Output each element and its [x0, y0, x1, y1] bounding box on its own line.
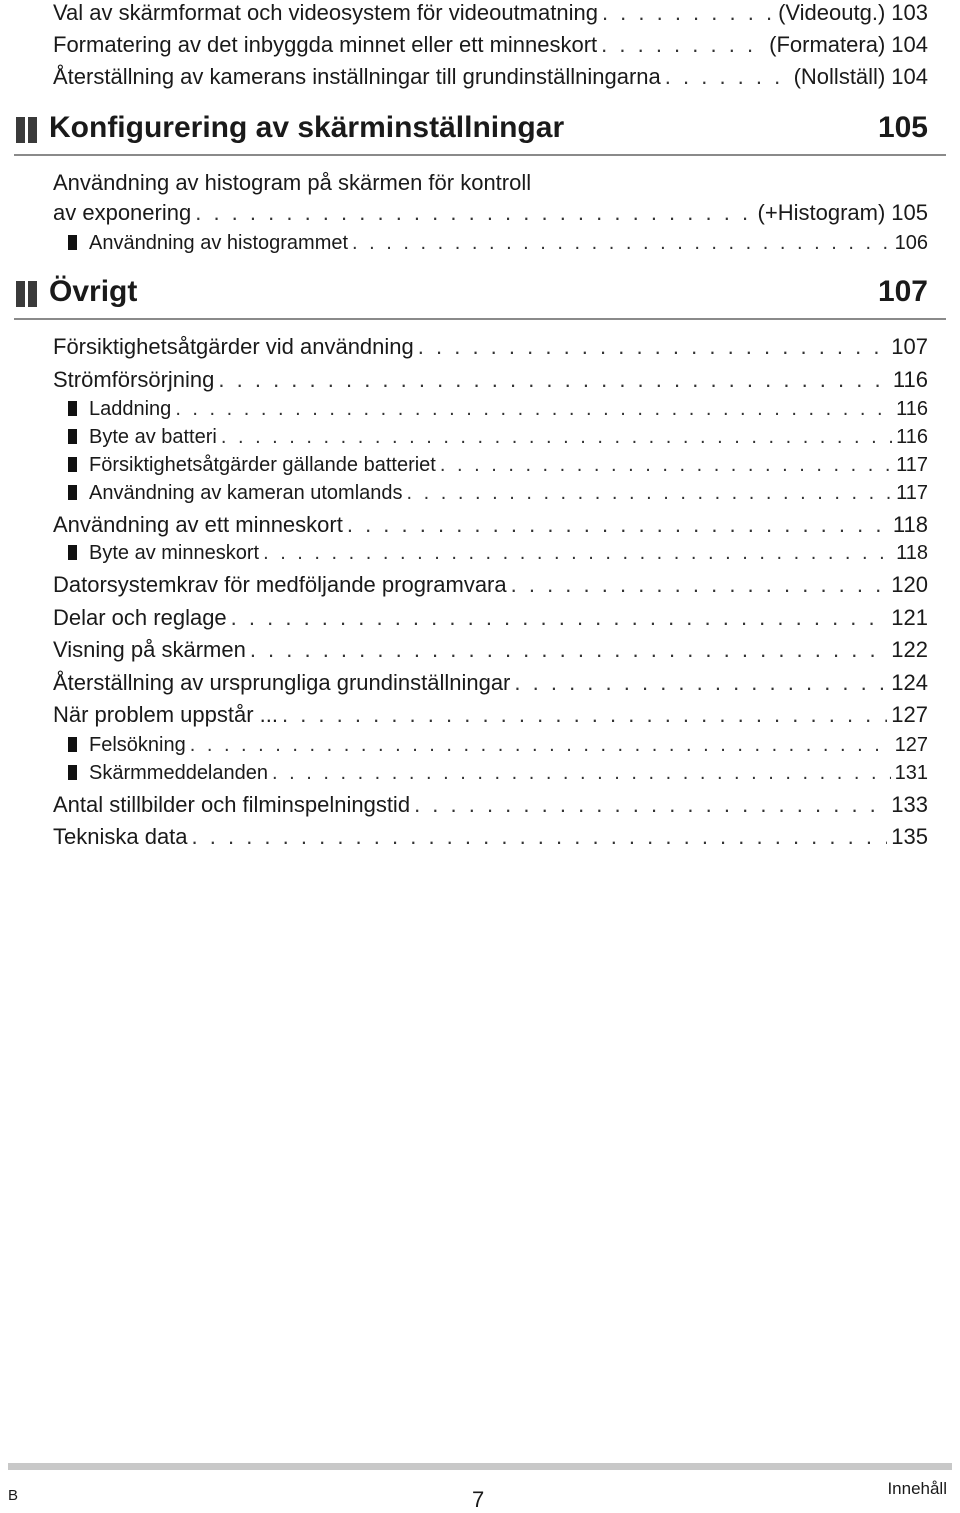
toc-subentry[interactable]	[68, 232, 928, 255]
toc-entry-label: Visning på skärmen	[53, 637, 246, 662]
toc-entry[interactable]	[53, 200, 928, 226]
toc-subentry-label: Felsökning	[89, 734, 186, 756]
bullet-square-icon	[68, 429, 77, 444]
section-title: Konfigurering av skärminställningar	[49, 111, 565, 144]
toc-entry-page: 122	[891, 637, 928, 662]
toc-entry[interactable]	[53, 637, 928, 663]
toc-subentry-page: 127	[894, 734, 928, 756]
toc-entry-label: Antal stillbilder och filminspelningstid	[53, 792, 411, 817]
toc-entry-label-line1: Användning av histogram på skärmen för kontroll	[53, 170, 532, 195]
leader-dots	[514, 670, 887, 696]
section-header-misc[interactable]	[14, 275, 946, 315]
toc-subentry-page: 118	[896, 542, 928, 564]
bullet-square-icon	[68, 545, 77, 560]
toc-entry[interactable]	[53, 670, 928, 696]
toc-entry-label: Försiktighetsåtgärder vid användning	[53, 334, 414, 359]
toc-subentry-label: Byte av minneskort	[89, 542, 260, 564]
leader-dots	[665, 64, 790, 90]
toc-subentry-page: 116	[896, 398, 928, 420]
toc-entry[interactable]	[53, 572, 928, 598]
toc-entry-page: 104	[891, 64, 928, 89]
section-page: 105	[877, 111, 928, 144]
bullet-square-icon	[68, 765, 77, 780]
leader-dots	[192, 824, 888, 850]
leader-dots	[407, 482, 893, 505]
leader-dots	[195, 200, 753, 226]
toc-subentry[interactable]	[68, 762, 928, 785]
toc-entry-menu-name: (Formatera)	[769, 32, 886, 57]
toc-subentry[interactable]	[68, 482, 928, 505]
bullet-square-icon	[68, 485, 77, 500]
toc-entry[interactable]	[53, 0, 928, 26]
toc-entry[interactable]	[53, 334, 928, 360]
toc-subentry-page: 116	[896, 426, 928, 448]
toc-entry-page: 127	[891, 702, 928, 727]
toc-entry-page: 135	[891, 824, 928, 849]
leader-dots	[175, 398, 892, 421]
leader-dots	[218, 367, 889, 393]
toc-entry[interactable]	[53, 605, 928, 631]
toc-entry[interactable]	[53, 824, 928, 850]
leader-dots	[414, 792, 887, 818]
toc-entry-label: Strömförsörjning	[53, 367, 215, 392]
section-marker-icon	[16, 281, 38, 307]
toc-subentry[interactable]	[68, 734, 928, 757]
toc-entry-page: 124	[891, 670, 928, 695]
toc-entry[interactable]	[53, 792, 928, 818]
leader-dots	[602, 0, 774, 26]
bullet-square-icon	[68, 235, 77, 250]
toc-entry-menu-name: (Videoutg.)	[778, 0, 886, 25]
toc-entry-label: Återställning av ursprungliga grundinställningar	[53, 670, 511, 695]
footer-bar	[8, 1463, 952, 1470]
toc-subentry-page: 117	[896, 454, 928, 476]
section-marker-icon	[16, 117, 38, 143]
toc-entry-menu-name: (Nollställ)	[793, 64, 886, 89]
toc-entry-label: Formatering av det inbyggda minnet eller ett minneskort	[53, 32, 598, 57]
leader-dots	[352, 232, 891, 255]
footer-left-mark: B	[8, 1487, 19, 1504]
section-title: Övrigt	[49, 275, 138, 308]
toc-subentry-label: Byte av batteri	[89, 426, 217, 448]
toc-entry-label: Val av skärmformat och videosystem för videoutmatning	[53, 0, 598, 25]
toc-subentry[interactable]	[68, 398, 928, 421]
toc-entry[interactable]	[53, 64, 928, 90]
toc-entry-page: 116	[892, 367, 928, 392]
leader-dots	[250, 637, 887, 663]
bullet-square-icon	[68, 457, 77, 472]
toc-entry[interactable]	[53, 32, 928, 58]
toc-subentry-label: Skärmmeddelanden	[89, 762, 268, 784]
page-number: 7	[472, 1487, 485, 1512]
toc-entry-label: När problem uppstår ...	[53, 702, 278, 727]
toc-entry[interactable]	[53, 367, 928, 393]
toc-subentry-label: Användning av kameran utomlands	[89, 482, 403, 504]
toc-entry-page: 120	[891, 572, 928, 597]
section-divider	[14, 154, 946, 156]
toc-entry[interactable]	[53, 702, 928, 728]
toc-subentry[interactable]	[68, 454, 928, 477]
toc-entry-page: 105	[891, 200, 928, 225]
toc-entry-page: 133	[891, 792, 928, 817]
leader-dots	[601, 32, 765, 58]
bullet-square-icon	[68, 737, 77, 752]
toc-subentry-label: Försiktighetsåtgärder gällande batteriet	[89, 454, 436, 476]
toc-entry-label: Återställning av kamerans inställningar till grundinställningarna	[53, 64, 661, 89]
leader-dots	[511, 572, 888, 598]
leader-dots	[272, 762, 891, 785]
leader-dots	[418, 334, 888, 360]
toc-subentry-page: 117	[896, 482, 928, 504]
section-header-display-settings[interactable]	[14, 111, 946, 151]
leader-dots	[263, 542, 892, 565]
toc-entry-label: av exponering	[53, 200, 192, 225]
toc-entry[interactable]	[53, 512, 928, 538]
toc-subentry[interactable]	[68, 426, 928, 449]
toc-entry-menu-name: (+Histogram)	[757, 200, 886, 225]
toc-entry-label: Delar och reglage	[53, 605, 227, 630]
leader-dots	[221, 426, 892, 449]
leader-dots	[347, 512, 889, 538]
section-page: 107	[877, 275, 928, 308]
toc-entry-label: Tekniska data	[53, 824, 188, 849]
toc-subentry-label: Laddning	[89, 398, 172, 420]
toc-subentry-page: 131	[894, 762, 928, 784]
toc-entry-page: 121	[891, 605, 928, 630]
toc-subentry[interactable]	[68, 542, 928, 565]
leader-dots	[231, 605, 888, 631]
toc-entry-page: 103	[891, 0, 928, 25]
toc-entry-page: 118	[892, 512, 928, 537]
leader-dots	[440, 454, 892, 477]
toc-entry-label: Datorsystemkrav för medföljande programvara	[53, 572, 507, 597]
toc-subentry-page: 106	[894, 232, 928, 254]
footer-section-link[interactable]: Innehåll	[887, 1479, 947, 1498]
toc-subentry-label: Användning av histogrammet	[89, 232, 349, 254]
bullet-square-icon	[68, 401, 77, 416]
toc-entry-label: Användning av ett minneskort	[53, 512, 343, 537]
toc-entry-page: 107	[891, 334, 928, 359]
toc-entry-page: 104	[891, 32, 928, 57]
leader-dots	[190, 734, 891, 757]
leader-dots	[282, 702, 887, 728]
section-divider	[14, 318, 946, 320]
